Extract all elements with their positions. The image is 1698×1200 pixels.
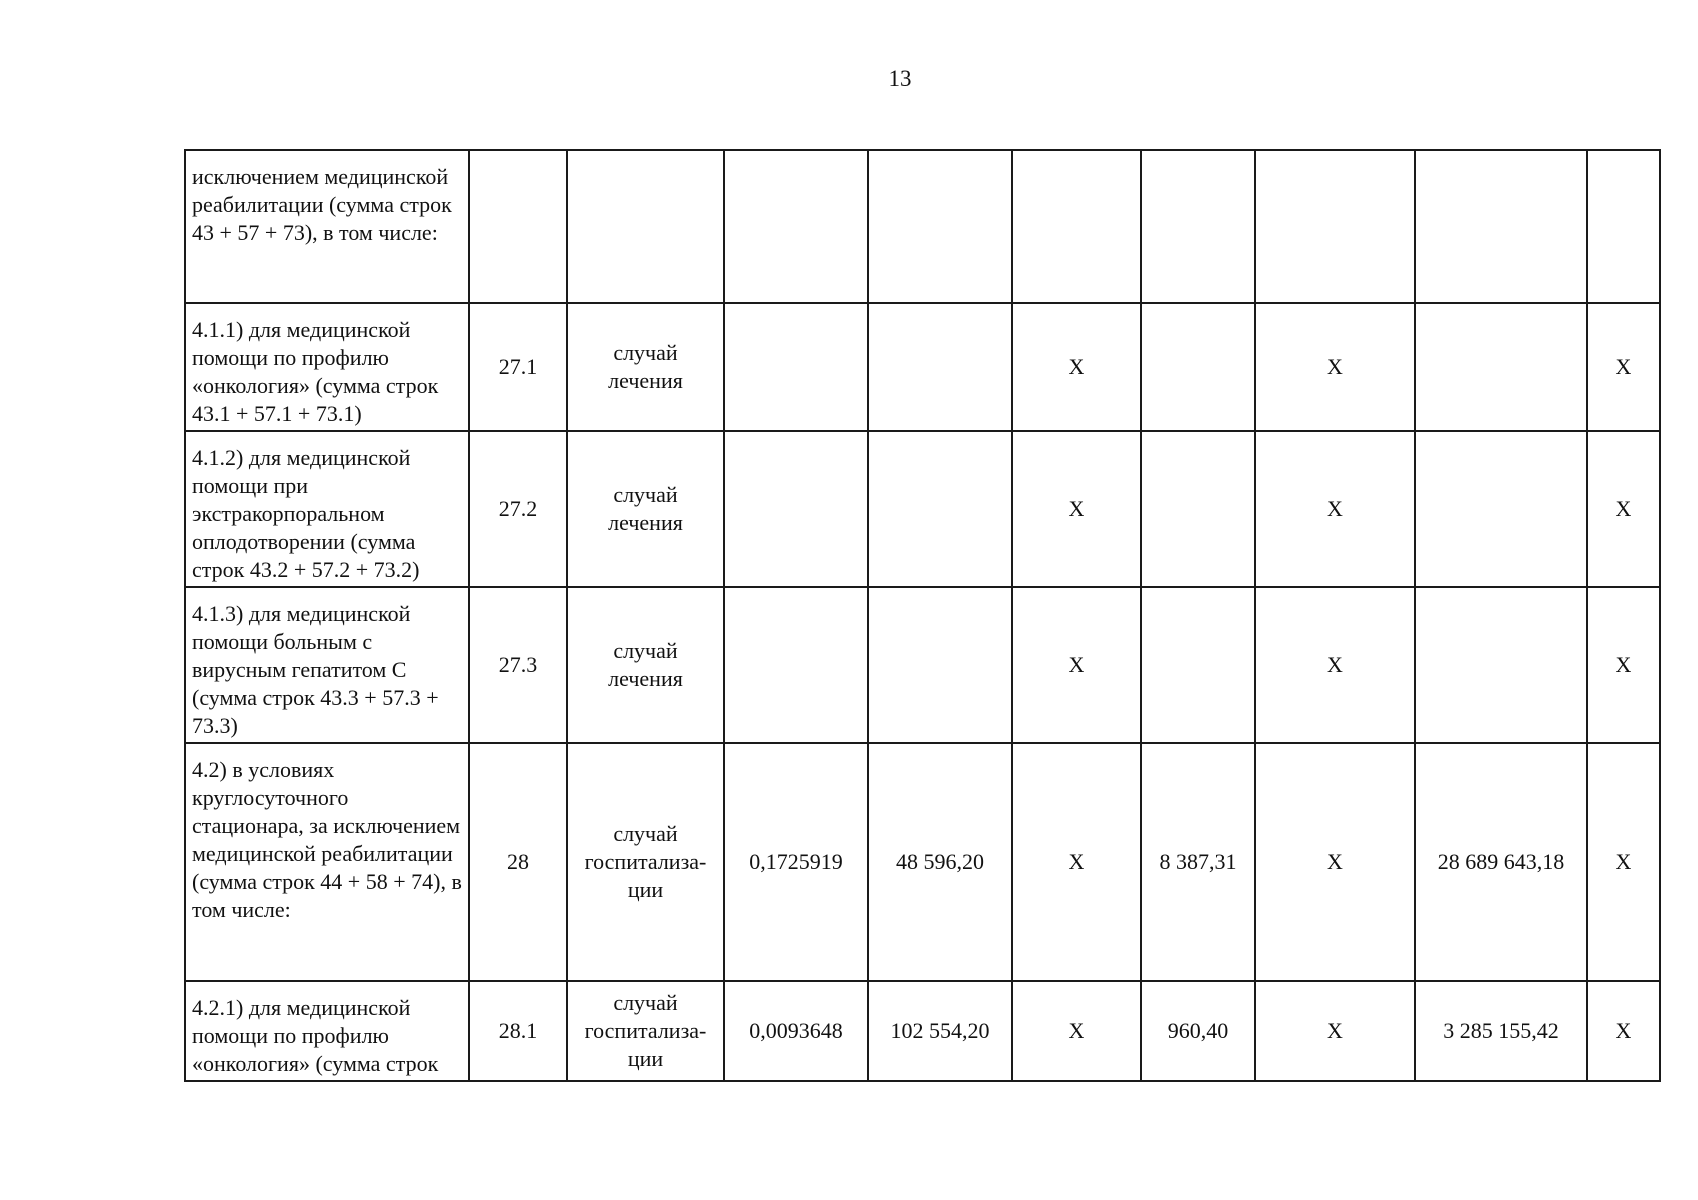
line-number-cell: 27.2 [469, 431, 567, 587]
line-number-cell: 27.3 [469, 587, 567, 743]
value-cell [724, 431, 868, 587]
page-number: 13 [888, 66, 912, 91]
value-cell [868, 303, 1012, 431]
value-cell [724, 303, 868, 431]
line-number-cell: 28.1 [469, 981, 567, 1081]
table-row [185, 587, 1660, 743]
value-cell [1141, 587, 1255, 743]
value-cell [868, 431, 1012, 587]
value-cell: 0,0093648 [724, 981, 868, 1081]
value-cell [724, 150, 868, 303]
value-cell: X [1012, 431, 1141, 587]
value-cell [1255, 150, 1415, 303]
value-cell [1415, 303, 1587, 431]
value-cell: X [1255, 743, 1415, 981]
value-cell [1415, 150, 1587, 303]
value-cell [1415, 431, 1587, 587]
row-name-cell: 4.1.1) для медицинской помощи по профилю «онкология» (сумма строк 43.1 + 57.1 + 73.1) [185, 303, 469, 431]
value-cell: X [1255, 981, 1415, 1081]
unit-cell: случай лечения [567, 431, 724, 587]
value-cell [724, 587, 868, 743]
value-cell [1141, 431, 1255, 587]
row-name-cell: исключением медицинской реабилитации (сумма строк 43 + 57 + 73), в том числе: [185, 150, 469, 303]
unit-cell [567, 150, 724, 303]
value-cell: X [1587, 431, 1660, 587]
value-cell: 48 596,20 [868, 743, 1012, 981]
unit-cell: случай госпитализа- ции [567, 743, 724, 981]
table-row [185, 981, 1660, 1081]
value-cell: X [1255, 431, 1415, 587]
table-row [185, 431, 1660, 587]
value-cell: 960,40 [1141, 981, 1255, 1081]
value-cell: 0,1725919 [724, 743, 868, 981]
row-name-cell: 4.1.2) для медицинской помощи при экстракорпоральном оплодотворении (сумма строк 43.2 + 57.2 + 73.2) [185, 431, 469, 587]
row-name-cell: 4.2) в условиях круглосуточного стационара, за исключением медицинской реабилитации (сумма строк 44 + 58 + 74), в том числе: [185, 743, 469, 981]
value-cell: X [1587, 981, 1660, 1081]
value-cell [1587, 150, 1660, 303]
value-cell: X [1012, 587, 1141, 743]
value-cell: X [1012, 743, 1141, 981]
value-cell: X [1255, 587, 1415, 743]
line-number-cell: 28 [469, 743, 567, 981]
value-cell: 28 689 643,18 [1415, 743, 1587, 981]
value-cell: X [1587, 743, 1660, 981]
value-cell: X [1587, 587, 1660, 743]
row-name-cell: 4.1.3) для медицинской помощи больным с вирусным гепатитом С (сумма строк 43.3 + 57.3 + 73.3) [185, 587, 469, 743]
value-cell [1141, 303, 1255, 431]
unit-cell: случай лечения [567, 587, 724, 743]
row-name-cell: 4.2.1) для медицинской помощи по профилю «онкология» (сумма строк [185, 981, 469, 1081]
line-number-cell: 27.1 [469, 303, 567, 431]
unit-cell: случай госпитализа- ции [567, 981, 724, 1081]
value-cell [868, 587, 1012, 743]
value-cell: X [1255, 303, 1415, 431]
value-cell: X [1012, 981, 1141, 1081]
table-row [185, 150, 1660, 303]
line-number-cell [469, 150, 567, 303]
value-cell [1415, 587, 1587, 743]
data-table [184, 149, 1661, 1082]
value-cell: 102 554,20 [868, 981, 1012, 1081]
value-cell: X [1012, 303, 1141, 431]
table-row [185, 743, 1660, 981]
value-cell [868, 150, 1012, 303]
value-cell [1141, 150, 1255, 303]
value-cell: 8 387,31 [1141, 743, 1255, 981]
table-row [185, 303, 1660, 431]
value-cell: X [1587, 303, 1660, 431]
value-cell: 3 285 155,42 [1415, 981, 1587, 1081]
value-cell [1012, 150, 1141, 303]
unit-cell: случай лечения [567, 303, 724, 431]
